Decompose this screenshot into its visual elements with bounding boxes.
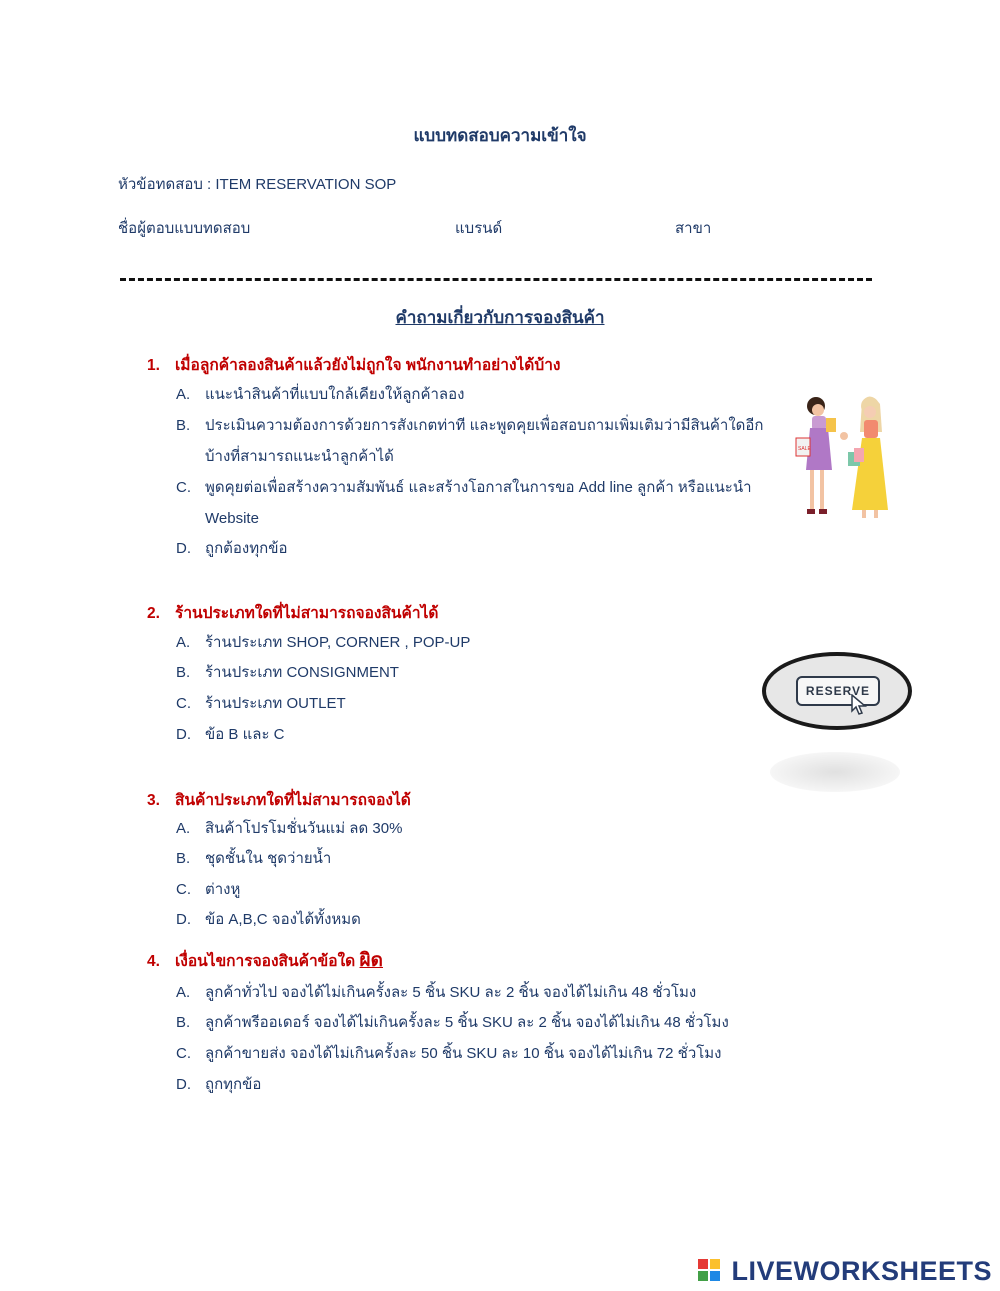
section-title: คำถามเกี่ยวกับการจองสินค้า [395,308,605,327]
option-letter: D. [176,726,191,743]
wrong-emphasis: ผิด [359,950,383,971]
option-text: ชุดชั้นใน ชุดว่ายน้ำ [205,850,332,867]
respondent-label: ชื่อผู้ตอบแบบทดสอบ [118,220,251,237]
option-text: ลูกค้าขายส่ง จองได้ไม่เกินครั้งละ 50 ชิ้น SKU ละ 10 ชิ้น จองได้ไม่เกิน 72 ชั่วโมง [205,1045,722,1062]
option-text: ร้านประเภท OUTLET [205,695,346,712]
option-text: ข้อ A,B,C จองได้ทั้งหมด [205,911,361,928]
cursor-icon [850,694,868,716]
question-number: 2. [147,605,160,622]
question-3 [147,787,411,812]
option-text: ลูกค้าพรีออเดอร์ จองได้ไม่เกินครั้งละ 5 ชิ้น SKU ละ 2 ชิ้น จองได้ไม่เกิน 48 ชั่วโมง [205,1014,729,1031]
option-letter: A. [176,634,191,651]
option-letter: C. [176,1045,191,1062]
option-text: พูดคุยต่อเพื่อสร้างความสัมพันธ์ และสร้างโอกาสในการขอ Add line ลูกค้า หรือแนะนำ Website [205,479,752,527]
option-letter: A. [176,984,191,1001]
option-letter: D. [176,911,191,928]
option-text: ร้านประเภท SHOP, CORNER , POP-UP [205,634,471,651]
option-letter: B. [176,1014,191,1031]
option-letter: B. [176,850,191,867]
option-text: ลูกค้าทั่วไป จองได้ไม่เกินครั้งละ 5 ชิ้น SKU ละ 2 ชิ้น จองได้ไม่เกิน 48 ชั่วโมง [205,984,697,1001]
option-text: แนะนำสินค้าที่แบบใกล้เคียงให้ลูกค้าลอง [205,386,465,403]
option-text: ประเมินความต้องการด้วยการสังเกตท่าที และพูดคุยเพื่อสอบถามเพิ่มเติมว่ามีสินค้าใดอีกบ้างที่สามารถแนะนำลูกค้าได้ [205,417,764,465]
question-text: เงื่อนไขการจองสินค้าข้อใด [175,953,356,970]
reserve-badge [762,652,912,730]
sale-tag: SALE [798,446,811,452]
branch-label: สาขา [675,220,712,237]
option-letter: A. [176,386,191,403]
option-letter: C. [176,881,191,898]
option-text: ข้อ B และ C [205,726,285,743]
question-4 [147,945,383,975]
option-text: ร้านประเภท CONSIGNMENT [205,664,399,681]
option-text: สินค้าโปรโมชั่นวันแม่ ลด 30% [205,820,403,837]
option-letter: B. [176,417,191,434]
option-letter: D. [176,1076,191,1093]
liveworksheets-logo-icon [698,1259,720,1281]
question-number: 3. [147,792,160,809]
reserve-shadow [770,752,900,792]
question-1 [147,352,561,377]
question-text: สินค้าประเภทใดที่ไม่สามารถจองได้ [175,792,411,809]
option-letter: B. [176,664,191,681]
option-text: ต่างหู [205,881,241,898]
shopping-women-illustration [788,392,900,524]
question-text: เมื่อลูกค้าลองสินค้าแล้วยังไม่ถูกใจ พนักงานทำอย่างได้บ้าง [175,357,561,374]
option-letter: D. [176,540,191,557]
reserve-button[interactable]: RESERVE [796,676,880,706]
question-text: ร้านประเภทใดที่ไม่สามารถจองสินค้าได้ [175,605,439,622]
question-number: 1. [147,357,160,374]
page-title: แบบทดสอบความเข้าใจ [413,126,587,145]
brand-label: แบรนด์ [455,220,503,237]
option-letter: C. [176,695,191,712]
question-2 [147,600,438,625]
liveworksheets-logo[interactable]: LIVEWORKSHEETS [731,1256,992,1286]
question-number: 4. [147,953,160,970]
option-text: ถูกทุกข้อ [205,1076,262,1093]
option-letter: C. [176,479,191,496]
dashed-divider [120,278,872,281]
topic-label: หัวข้อทดสอบ : ITEM RESERVATION SOP [118,176,397,193]
option-text: ถูกต้องทุกข้อ [205,540,288,557]
option-letter: A. [176,820,191,837]
